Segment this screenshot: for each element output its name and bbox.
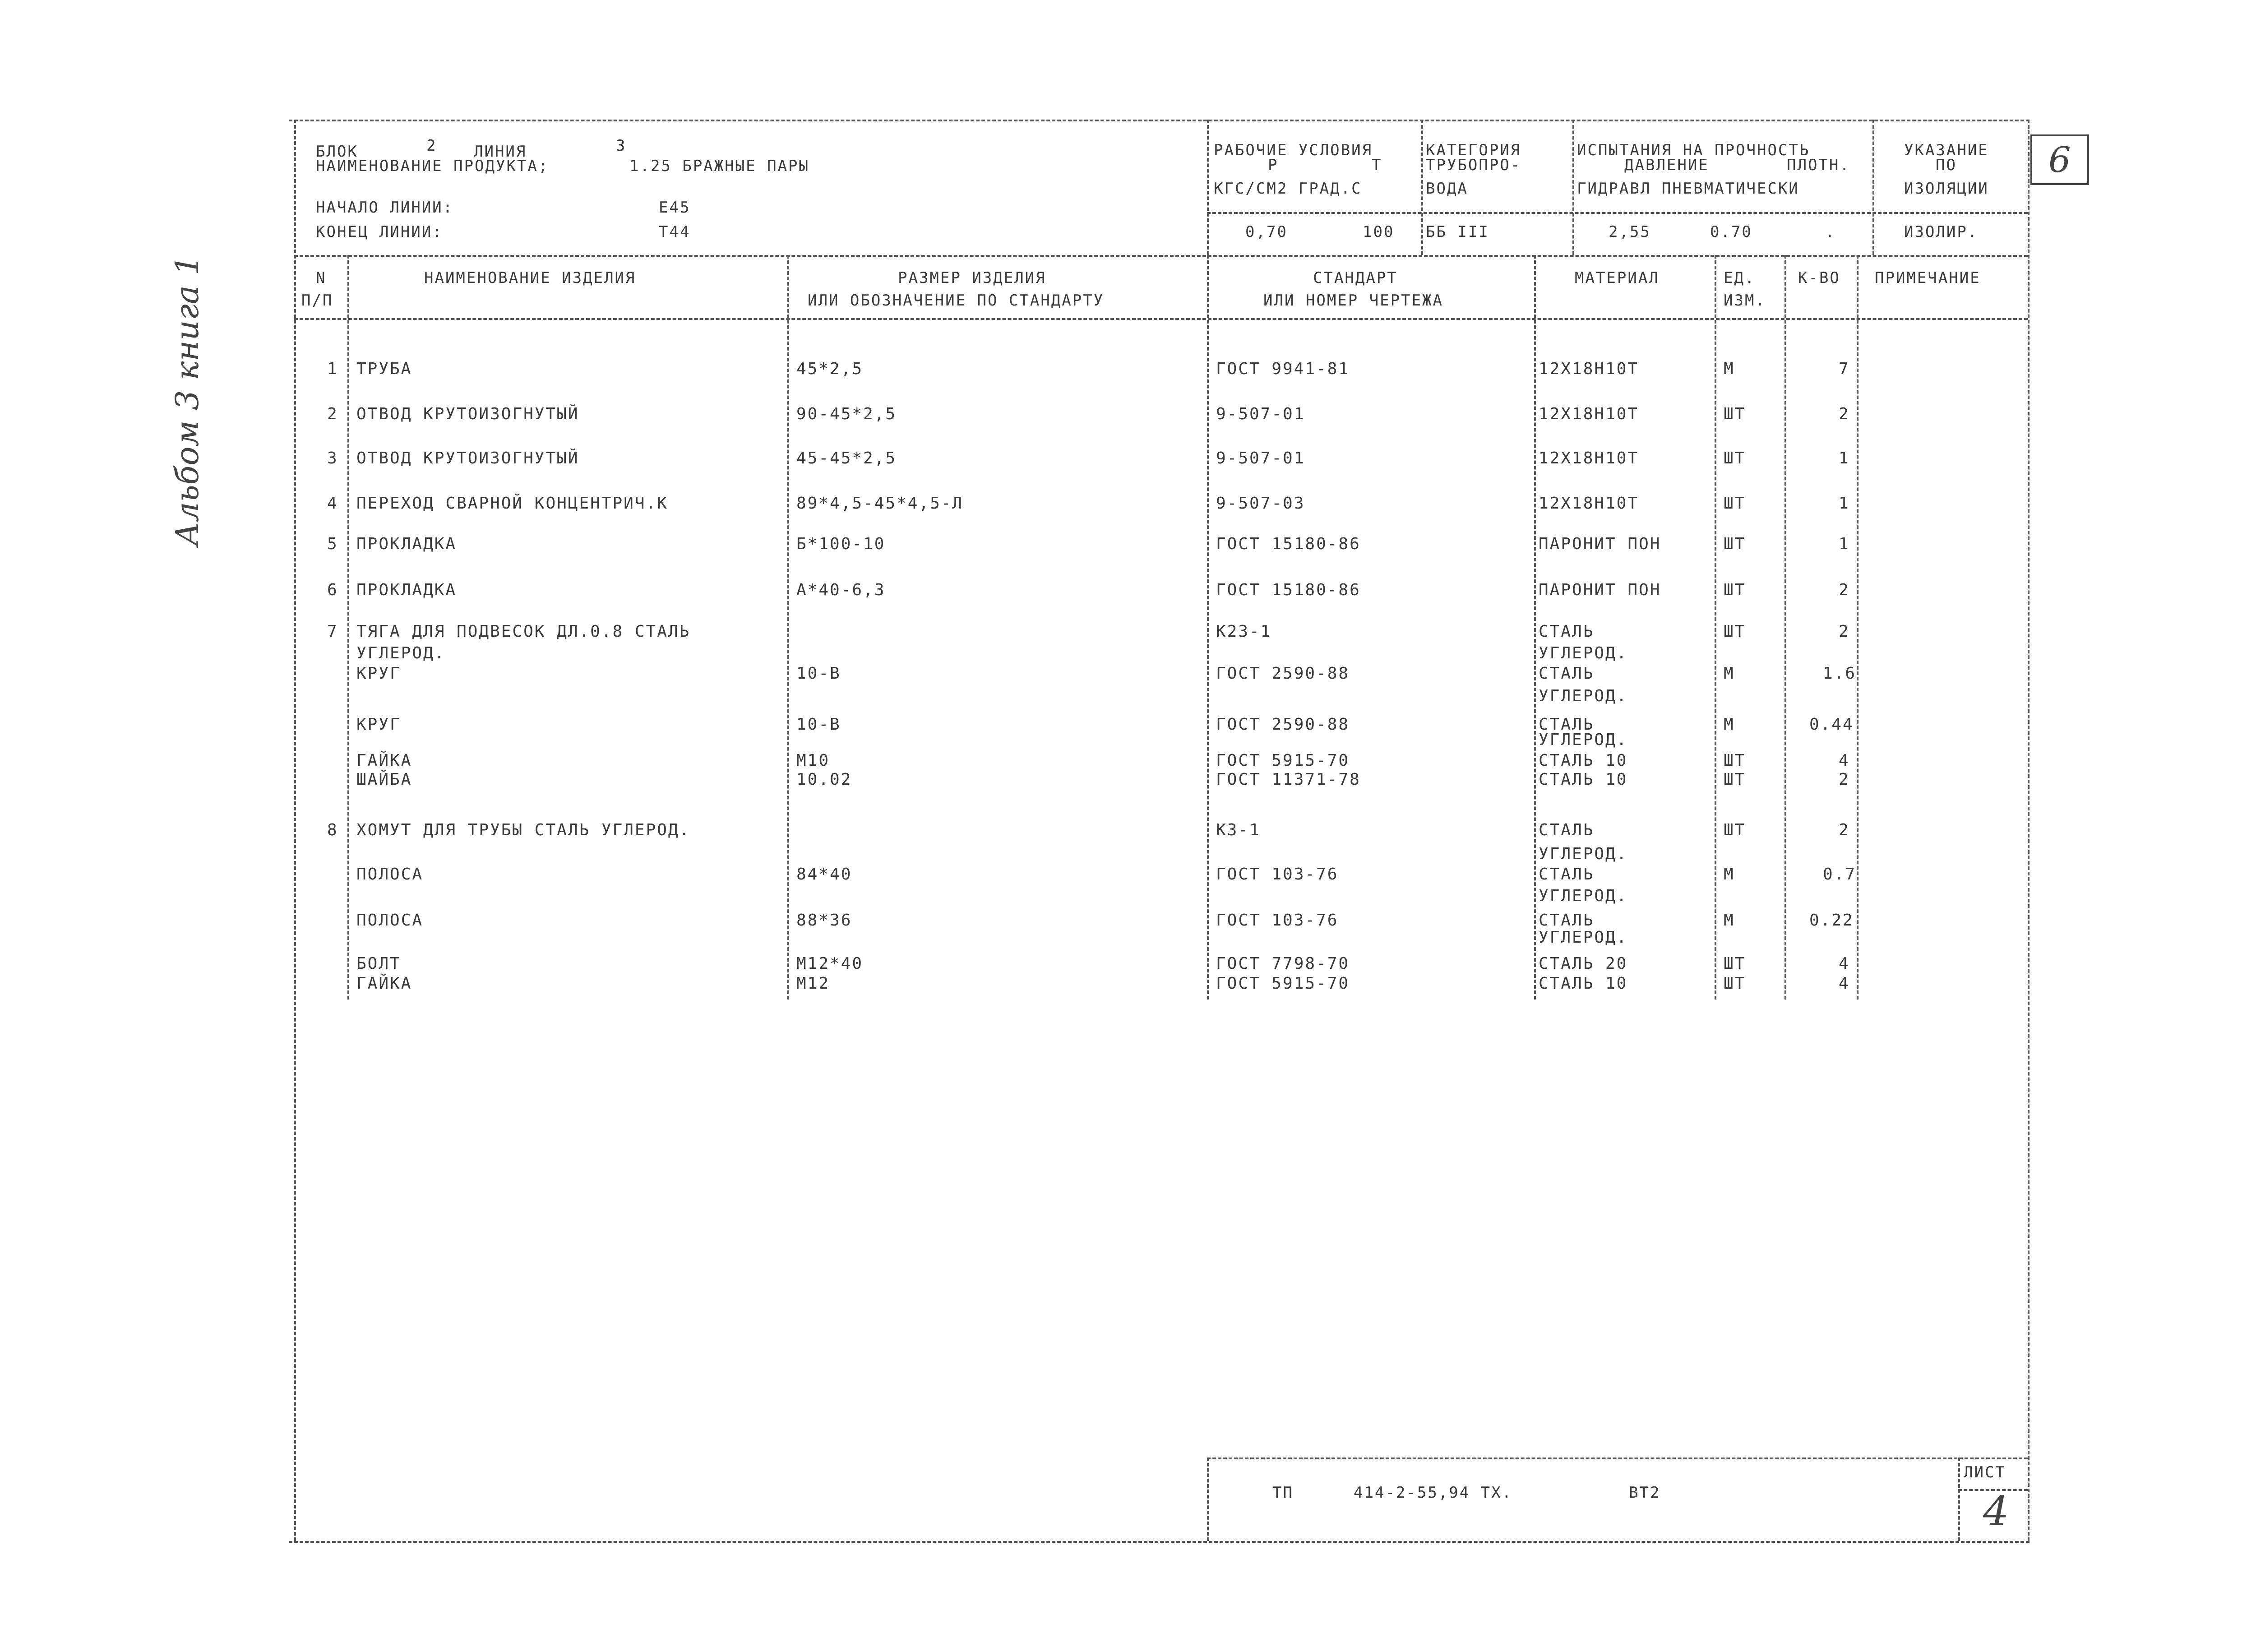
value-pneumatic: 0.70 xyxy=(1710,223,1752,241)
item-material: СТАЛЬ xyxy=(1539,911,1595,930)
block-label: БЛОК xyxy=(316,143,358,161)
item-size: 10.02 xyxy=(796,770,852,789)
test-label-3: ГИДРАВЛ ПНЕВМАТИЧЕСКИ xyxy=(1577,180,1799,198)
work-t-label: Т xyxy=(1372,156,1382,174)
item-standard: ГОСТ 5915-70 xyxy=(1216,974,1350,993)
product-label: НАИМЕНОВАНИЕ ПРОДУКТА; xyxy=(316,157,549,175)
item-material: УГЛЕРОД. xyxy=(1539,928,1628,947)
item-name: ПОЛОСА xyxy=(356,865,424,884)
row-number: 5 xyxy=(327,535,338,553)
item-standard: ГОСТ 103-76 xyxy=(1216,865,1339,884)
item-name: БОЛТ xyxy=(356,954,401,973)
item-qty: 1 xyxy=(1839,449,1850,467)
item-size: 89*4,5-45*4,5-Л xyxy=(796,494,964,513)
row-number: 2 xyxy=(327,405,338,423)
item-standard: К3-1 xyxy=(1216,821,1261,839)
corner-number-box xyxy=(2030,134,2089,185)
item-unit: ШТ xyxy=(1724,494,1746,513)
item-material: 12Х18Н10Т xyxy=(1539,449,1639,467)
row-number: 8 xyxy=(327,821,338,839)
item-standard: ГОСТ 7798-70 xyxy=(1216,954,1350,973)
item-size: М12 xyxy=(796,974,830,993)
item-size: 88*36 xyxy=(796,911,852,930)
item-standard: 9-507-03 xyxy=(1216,494,1305,513)
stamp-sheet-number: 4 xyxy=(1983,1488,2009,1535)
col-num-2: П/П xyxy=(301,292,333,310)
row-number: 3 xyxy=(327,449,338,467)
stamp-tp: ТП xyxy=(1272,1484,1294,1502)
item-unit: М xyxy=(1724,865,1735,884)
stamp-sheet-label: ЛИСТ xyxy=(1964,1463,2006,1481)
item-material: СТАЛЬ 20 xyxy=(1539,954,1628,973)
item-qty: 0.44 xyxy=(1809,715,1854,734)
item-standard: ГОСТ 103-76 xyxy=(1216,911,1339,930)
category-label-3: ВОДА xyxy=(1426,180,1468,198)
frame-top xyxy=(289,120,2029,121)
item-material: СТАЛЬ 10 xyxy=(1539,751,1628,770)
item-qty: 0.7 xyxy=(1823,865,1857,884)
item-size: А*40-6,3 xyxy=(796,581,886,599)
col-note: ПРИМЕЧАНИЕ xyxy=(1875,269,1981,287)
item-qty: 1 xyxy=(1839,494,1850,513)
row-number: 6 xyxy=(327,581,338,599)
block-number: 2 xyxy=(426,137,437,155)
col-line-mat xyxy=(1715,255,1716,1000)
item-material: СТАЛЬ xyxy=(1539,715,1595,734)
item-unit: ШТ xyxy=(1724,449,1746,467)
category-label-1: КАТЕГОРИЯ xyxy=(1426,141,1521,159)
item-name: УГЛЕРОД. xyxy=(356,644,446,662)
item-name: ПОЛОСА xyxy=(356,911,424,930)
item-size: Б*100-10 xyxy=(796,535,886,553)
end-value: Т44 xyxy=(659,223,691,241)
value-hydraulic: 2,55 xyxy=(1609,223,1651,241)
item-name: ГАЙКА xyxy=(356,751,412,770)
test-label-2: ДАВЛЕНИЕ xyxy=(1624,156,1709,174)
col-line-name xyxy=(787,255,789,1000)
test-label-1: ИСПЫТАНИЯ НА ПРОЧНОСТЬ xyxy=(1577,141,1810,159)
item-unit: ШТ xyxy=(1724,581,1746,599)
item-qty: 2 xyxy=(1839,770,1850,789)
item-qty: 2 xyxy=(1839,581,1850,599)
start-label: НАЧАЛО ЛИНИИ: xyxy=(316,199,454,217)
item-standard: ГОСТ 11371-78 xyxy=(1216,770,1361,789)
value-insulation: ИЗОЛИР. xyxy=(1904,223,1979,241)
item-unit: М xyxy=(1724,911,1735,930)
item-qty: 2 xyxy=(1839,405,1850,423)
item-qty: 1 xyxy=(1839,535,1850,553)
item-standard: ГОСТ 5915-70 xyxy=(1216,751,1350,770)
frame-right xyxy=(2028,120,2029,1541)
item-material: СТАЛЬ xyxy=(1539,865,1595,884)
col-unit-1: ЕД. xyxy=(1724,269,1756,287)
item-standard: 9-507-01 xyxy=(1216,405,1305,423)
item-unit: ШТ xyxy=(1724,751,1746,770)
item-standard: 9-507-01 xyxy=(1216,449,1305,467)
col-line-num xyxy=(347,255,349,1000)
insulation-label-2: ПО xyxy=(1936,156,1957,174)
margin-album-note: Альбом 3 книга 1 xyxy=(169,255,206,546)
item-material: УГЛЕРОД. xyxy=(1539,731,1628,749)
item-name: ПРОКЛАДКА xyxy=(356,535,457,553)
product-value: 1.25 БРАЖНЫЕ ПАРЫ xyxy=(629,157,809,175)
header-bottom xyxy=(294,255,2028,257)
item-qty: 1.6 xyxy=(1823,664,1857,683)
item-size: 45-45*2,5 xyxy=(796,449,897,467)
item-name: ОТВОД КРУТОИЗОГНУТЫЙ xyxy=(356,449,579,467)
test-plot-label: ПЛОТН. xyxy=(1787,156,1850,174)
item-qty: 2 xyxy=(1839,821,1850,839)
stamp-top xyxy=(1207,1458,2028,1459)
item-material: УГЛЕРОД. xyxy=(1539,845,1628,863)
value-temperature: 100 xyxy=(1363,223,1395,241)
item-name: ХОМУТ ДЛЯ ТРУБЫ СТАЛЬ УГЛЕРОД. xyxy=(356,821,691,839)
item-unit: ШТ xyxy=(1724,954,1746,973)
item-qty: 2 xyxy=(1839,622,1850,641)
col-material: МАТЕРИАЛ xyxy=(1575,269,1660,287)
item-standard: ГОСТ 15180-86 xyxy=(1216,535,1361,553)
corner-number: 6 xyxy=(2048,140,2071,180)
item-material: СТАЛЬ xyxy=(1539,622,1595,641)
col-line-std xyxy=(1534,255,1536,1000)
item-material: ПАРОНИТ ПОН xyxy=(1539,535,1661,553)
item-size: 10-В xyxy=(796,715,841,734)
col-line-qty xyxy=(1857,255,1858,1000)
line-label: ЛИНИЯ xyxy=(474,143,527,161)
item-unit: ШТ xyxy=(1724,535,1746,553)
col-line-unit xyxy=(1784,255,1786,1000)
row-number: 4 xyxy=(327,494,338,513)
item-size: 84*40 xyxy=(796,865,852,884)
item-material: 12Х18Н10Т xyxy=(1539,360,1639,378)
item-name: ТРУБА xyxy=(356,360,412,378)
value-pressure: 0,70 xyxy=(1245,223,1288,241)
item-material: СТАЛЬ 10 xyxy=(1539,770,1628,789)
item-unit: ШТ xyxy=(1724,974,1746,993)
col-size-2: ИЛИ ОБОЗНАЧЕНИЕ ПО СТАНДАРТУ xyxy=(808,292,1105,310)
end-label: КОНЕЦ ЛИНИИ: xyxy=(316,223,443,241)
item-unit: ШТ xyxy=(1724,770,1746,789)
start-value: Е45 xyxy=(659,199,691,217)
col-size-1: РАЗМЕР ИЗДЕЛИЯ xyxy=(898,269,1046,287)
stamp-left xyxy=(1207,1458,1209,1541)
item-name: ПРОКЛАДКА xyxy=(356,581,457,599)
item-standard: К23-1 xyxy=(1216,622,1272,641)
item-size: 45*2,5 xyxy=(796,360,864,378)
item-material: СТАЛЬ xyxy=(1539,664,1595,683)
item-material: УГЛЕРОД. xyxy=(1539,644,1628,662)
work-units: КГС/СМ2 ГРАД.С xyxy=(1214,180,1362,198)
item-material: УГЛЕРОД. xyxy=(1539,887,1628,905)
stamp-document-code: 414-2-55,94 ТХ. xyxy=(1354,1484,1513,1502)
header-vline-4 xyxy=(1872,120,1874,255)
header-vline-1 xyxy=(1207,120,1209,255)
frame-bottom xyxy=(289,1541,2029,1543)
stamp-sheet-sep xyxy=(1958,1458,1960,1541)
item-size: 90-45*2,5 xyxy=(796,405,897,423)
item-standard: ГОСТ 15180-86 xyxy=(1216,581,1361,599)
stamp-code: ВТ2 xyxy=(1629,1484,1661,1502)
item-material: 12Х18Н10Т xyxy=(1539,494,1639,513)
value-category: ББ III xyxy=(1426,223,1489,241)
header-vline-3 xyxy=(1572,120,1574,255)
category-label-2: ТРУБОПРО- xyxy=(1426,156,1521,174)
col-unit-2: ИЗМ. xyxy=(1724,292,1766,310)
line-number: 3 xyxy=(616,137,627,155)
row-number: 7 xyxy=(327,622,338,641)
item-qty: 7 xyxy=(1839,360,1850,378)
item-qty: 0.22 xyxy=(1809,911,1854,930)
frame-left xyxy=(294,120,296,1541)
work-p-label: Р xyxy=(1268,156,1279,174)
item-material: УГЛЕРОД. xyxy=(1539,687,1628,705)
item-material: 12Х18Н10Т xyxy=(1539,405,1639,423)
col-num-1: N xyxy=(316,269,327,287)
item-unit: ШТ xyxy=(1724,821,1746,839)
item-standard: ГОСТ 2590-88 xyxy=(1216,664,1350,683)
item-material: ПАРОНИТ ПОН xyxy=(1539,581,1661,599)
col-std-2: ИЛИ НОМЕР ЧЕРТЕЖА xyxy=(1263,292,1443,310)
header-vline-2 xyxy=(1421,120,1423,255)
item-name: ШАЙБА xyxy=(356,770,412,789)
header-sep-right xyxy=(1207,212,2028,214)
col-std-1: СТАНДАРТ xyxy=(1313,269,1398,287)
item-name: КРУГ xyxy=(356,664,401,683)
value-density: . xyxy=(1825,223,1836,241)
item-unit: ШТ xyxy=(1724,405,1746,423)
item-unit: М xyxy=(1724,664,1735,683)
item-size: М12*40 xyxy=(796,954,864,973)
item-qty: 4 xyxy=(1839,751,1850,770)
item-name: ГАЙКА xyxy=(356,974,412,993)
col-name: НАИМЕНОВАНИЕ ИЗДЕЛИЯ xyxy=(424,269,636,287)
item-unit: М xyxy=(1724,360,1735,378)
item-standard: ГОСТ 2590-88 xyxy=(1216,715,1350,734)
item-name: КРУГ xyxy=(356,715,401,734)
insulation-label-3: ИЗОЛЯЦИИ xyxy=(1904,180,1989,198)
item-size: 10-В xyxy=(796,664,841,683)
item-name: ОТВОД КРУТОИЗОГНУТЫЙ xyxy=(356,405,579,423)
insulation-label-1: УКАЗАНИЕ xyxy=(1904,141,1989,159)
item-qty: 4 xyxy=(1839,974,1850,993)
item-size: М10 xyxy=(796,751,830,770)
col-qty: К-ВО xyxy=(1798,269,1840,287)
item-standard: ГОСТ 9941-81 xyxy=(1216,360,1350,378)
colhead-bottom xyxy=(294,318,2028,320)
row-number: 1 xyxy=(327,360,338,378)
item-material: СТАЛЬ xyxy=(1539,821,1595,839)
item-qty: 4 xyxy=(1839,954,1850,973)
item-name: ТЯГА ДЛЯ ПОДВЕСОК ДЛ.0.8 СТАЛЬ xyxy=(356,622,691,641)
work-conditions-label: РАБОЧИЕ УСЛОВИЯ xyxy=(1214,141,1373,159)
item-unit: ШТ xyxy=(1724,622,1746,641)
item-name: ПЕРЕХОД СВАРНОЙ КОНЦЕНТРИЧ.К xyxy=(356,494,668,513)
item-material: СТАЛЬ 10 xyxy=(1539,974,1628,993)
col-line-size xyxy=(1207,255,1209,1000)
item-unit: М xyxy=(1724,715,1735,734)
